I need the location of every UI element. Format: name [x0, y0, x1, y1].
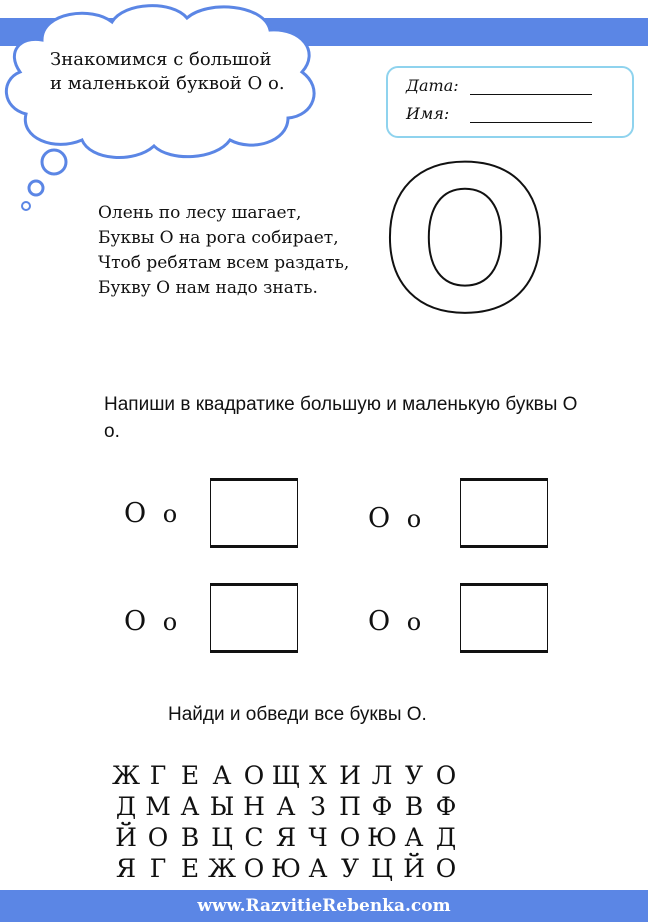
big-letter-glyph: О	[379, 125, 551, 358]
poem-line: Олень по лесу шагает,	[98, 203, 302, 223]
writing-box[interactable]	[460, 583, 548, 653]
grid-letter[interactable]: О	[243, 854, 265, 883]
speech-cloud	[2, 0, 322, 215]
grid-letter[interactable]: И	[339, 761, 361, 790]
grid-letter[interactable]: Х	[309, 761, 327, 790]
grid-letter[interactable]: Ф	[371, 792, 393, 821]
footer-band	[0, 890, 648, 922]
cloud-caption	[50, 48, 320, 96]
grid-letter[interactable]: Ч	[308, 823, 328, 852]
task-write-letters: Напиши в квадратике большую и маленькую буквы О о.	[104, 394, 578, 442]
writing-box[interactable]	[210, 583, 298, 653]
grid-letter[interactable]: О	[147, 823, 169, 852]
letter-pair	[368, 606, 423, 637]
lower-letter: о	[162, 500, 180, 528]
grid-row	[110, 760, 462, 791]
date-row	[406, 76, 592, 95]
grid-letter[interactable]: А	[276, 792, 296, 821]
letter-pair	[124, 606, 179, 637]
lower-letter: о	[406, 608, 424, 636]
grid-letter[interactable]: Ц	[371, 854, 393, 883]
grid-letter[interactable]: Ц	[211, 823, 233, 852]
grid-letter[interactable]: О	[243, 761, 265, 790]
grid-letter[interactable]: Ю	[367, 823, 397, 852]
grid-letter[interactable]: У	[340, 854, 360, 883]
poem	[98, 201, 349, 301]
grid-letter[interactable]: Л	[371, 761, 393, 790]
grid-letter[interactable]: С	[244, 823, 264, 852]
cloud-line-2: и маленькой буквой О о.	[50, 73, 285, 94]
grid-letter[interactable]: Я	[115, 854, 137, 883]
letter-pair	[368, 503, 423, 534]
grid-letter[interactable]: Й	[115, 823, 137, 852]
grid-letter[interactable]: Ж	[111, 761, 141, 790]
grid-letter[interactable]: У	[404, 761, 424, 790]
grid-letter[interactable]: Ю	[271, 854, 301, 883]
grid-row	[110, 822, 462, 853]
writing-box[interactable]	[210, 478, 298, 548]
grid-letter[interactable]: Щ	[271, 761, 301, 790]
grid-letter[interactable]: А	[308, 854, 328, 883]
grid-row	[110, 853, 462, 884]
grid-letter[interactable]: Н	[243, 792, 265, 821]
grid-letter[interactable]: Ы	[209, 792, 235, 821]
grid-letter[interactable]: Д	[115, 792, 137, 821]
upper-letter: О	[124, 606, 149, 637]
grid-letter[interactable]: Г	[149, 854, 167, 883]
grid-letter[interactable]: А	[180, 792, 200, 821]
grid-letter[interactable]: О	[339, 823, 361, 852]
grid-letter[interactable]: З	[310, 792, 326, 821]
lower-letter: о	[162, 608, 180, 636]
date-field[interactable]	[470, 76, 592, 95]
upper-letter: О	[368, 606, 393, 637]
date-label: Дата:	[406, 76, 459, 95]
grid-letter[interactable]: О	[435, 761, 457, 790]
grid-letter[interactable]: А	[404, 823, 424, 852]
grid-letter[interactable]: Ж	[207, 854, 237, 883]
task-find-letters: Найди и обведи все буквы О.	[168, 704, 427, 725]
grid-letter[interactable]: Ф	[435, 792, 457, 821]
grid-letter[interactable]: В	[180, 823, 200, 852]
grid-letter[interactable]: П	[339, 792, 361, 821]
footer-url-link[interactable]: www.RazvitieRebenka.com	[197, 896, 451, 916]
grid-letter[interactable]: О	[435, 854, 457, 883]
upper-letter: О	[368, 503, 393, 534]
upper-letter: О	[124, 498, 149, 529]
name-label: Имя:	[406, 104, 450, 123]
grid-letter[interactable]: Я	[275, 823, 297, 852]
grid-letter[interactable]: Г	[149, 761, 167, 790]
poem-line: Буквы О на рога собирает,	[98, 228, 339, 248]
letter-grid	[110, 760, 462, 884]
poem-line: Букву О нам надо знать.	[98, 278, 318, 298]
name-row	[406, 104, 592, 123]
grid-letter[interactable]: Е	[180, 854, 200, 883]
big-letter-o-outline	[379, 125, 551, 358]
writing-box[interactable]	[460, 478, 548, 548]
lower-letter: о	[406, 505, 424, 533]
grid-letter[interactable]: Е	[180, 761, 200, 790]
grid-letter[interactable]: Д	[435, 823, 457, 852]
cloud-line-1: Знакомимся с большой	[50, 49, 272, 70]
name-field[interactable]	[470, 104, 592, 123]
grid-letter[interactable]: В	[404, 792, 424, 821]
grid-letter[interactable]: Й	[403, 854, 425, 883]
grid-letter[interactable]: А	[212, 761, 232, 790]
letter-pair	[124, 498, 179, 529]
poem-line: Чтоб ребятам всем раздать,	[98, 253, 350, 273]
grid-letter[interactable]: М	[145, 792, 171, 821]
grid-row	[110, 791, 462, 822]
